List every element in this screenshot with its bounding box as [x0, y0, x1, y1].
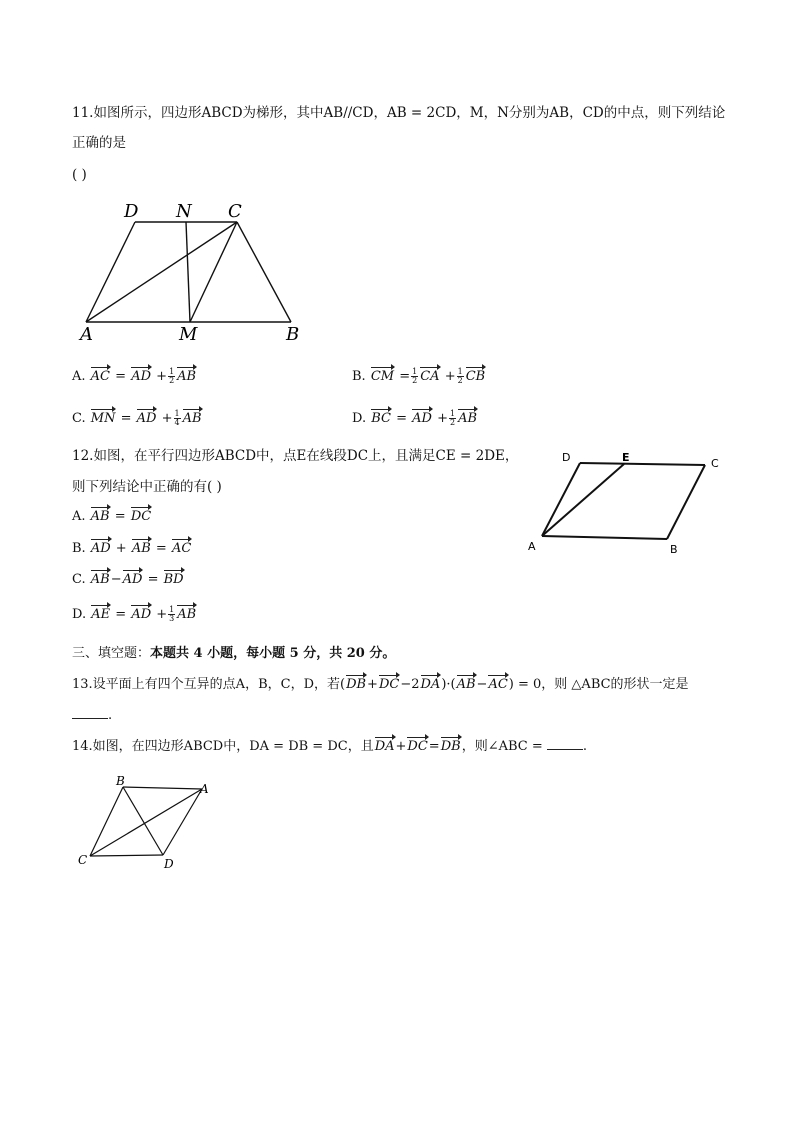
segment-AC [86, 222, 237, 322]
label-A: A [80, 324, 93, 345]
label-A: A [528, 540, 536, 553]
q14-blank[interactable] [547, 737, 583, 750]
q11-answer-paren: ( ) [72, 167, 87, 183]
label-N: N [176, 201, 192, 222]
label-B: B [116, 774, 125, 788]
q12-stem-line1: 12.如图，在平行四边形ABCD中，点E在线段DC上，且满足CE = 2DE， [72, 448, 519, 464]
segment-DA [163, 789, 202, 855]
label-D: D [164, 857, 174, 871]
q11-stem-line2: 正确的是 [72, 135, 126, 151]
q12-stem-line2: 则下列结论中正确的有( ) [72, 479, 222, 495]
q12-option-b[interactable]: B. AD + AB = AC [72, 541, 192, 556]
segment-CA [90, 789, 202, 856]
section-3-heading: 三、填空题：本题共 4 小题，每小题 5 分，共 20 分。 [72, 646, 396, 661]
segment-BC [237, 222, 291, 322]
label-M: M [179, 324, 198, 345]
q11-option-c[interactable]: C. MN = AD + $\frac{1}{4}$ AB [72, 409, 202, 427]
q11-option-d[interactable]: D. BC = AD + $\frac{1}{2}$ AB [352, 409, 478, 427]
label-B: B [670, 543, 678, 556]
label-D: D [124, 201, 139, 222]
segment-AD [542, 463, 580, 536]
segment-AD [86, 222, 135, 322]
q11-trapezoid-figure [80, 200, 310, 345]
q11-stem-line1: 11.如图所示，四边形ABCD为梯形，其中AB//CD，AB = 2CD，M，N分别为AB，CD的中点，则下列结论 [72, 105, 726, 121]
label-C: C [711, 457, 719, 470]
segment-AE [542, 464, 624, 536]
q12-parallelogram-figure [526, 448, 726, 558]
segment-AB [542, 536, 667, 539]
label-C: C [228, 201, 242, 222]
q12-option-c[interactable]: C. AB−AD = BD [72, 572, 184, 587]
label-A: A [200, 782, 209, 796]
segment-BD [123, 787, 163, 855]
label-C: C [78, 853, 88, 867]
q14-stem: 14.如图，在四边形ABCD中，DA = DB = DC，且DA+DC=DB，则∠ABC = . [72, 739, 588, 754]
segment-DC [580, 463, 705, 465]
label-D: D [562, 451, 571, 464]
label-E: E [622, 451, 630, 464]
q12-option-a[interactable]: A. AB = DC [72, 509, 152, 524]
q12-option-d[interactable]: D. AE = AD + $\frac{1}{3}$ AB [72, 605, 197, 623]
segment-MN [186, 222, 190, 322]
segment-CD [90, 855, 163, 856]
segment-BA [123, 787, 202, 789]
q11-option-a[interactable]: A. AC = AD + $\frac{1}{2}$ AB [72, 367, 197, 385]
segment-BC [667, 465, 705, 539]
q13-answer-line[interactable]: . [72, 706, 112, 725]
q13-blank[interactable] [72, 706, 108, 719]
q13-stem: 13.设平面上有四个互异的点A，B，C，D，若(DB+DC−2DA)·(AB−AC) = 0，则 △ABC的形状一定是 [72, 677, 689, 692]
label-B: B [286, 324, 300, 345]
q14-quadrilateral-figure [74, 772, 224, 877]
q11-option-b[interactable]: B. CM = $\frac{1}{2}$ CA + $\frac{1}{2}$ CB [352, 367, 486, 385]
